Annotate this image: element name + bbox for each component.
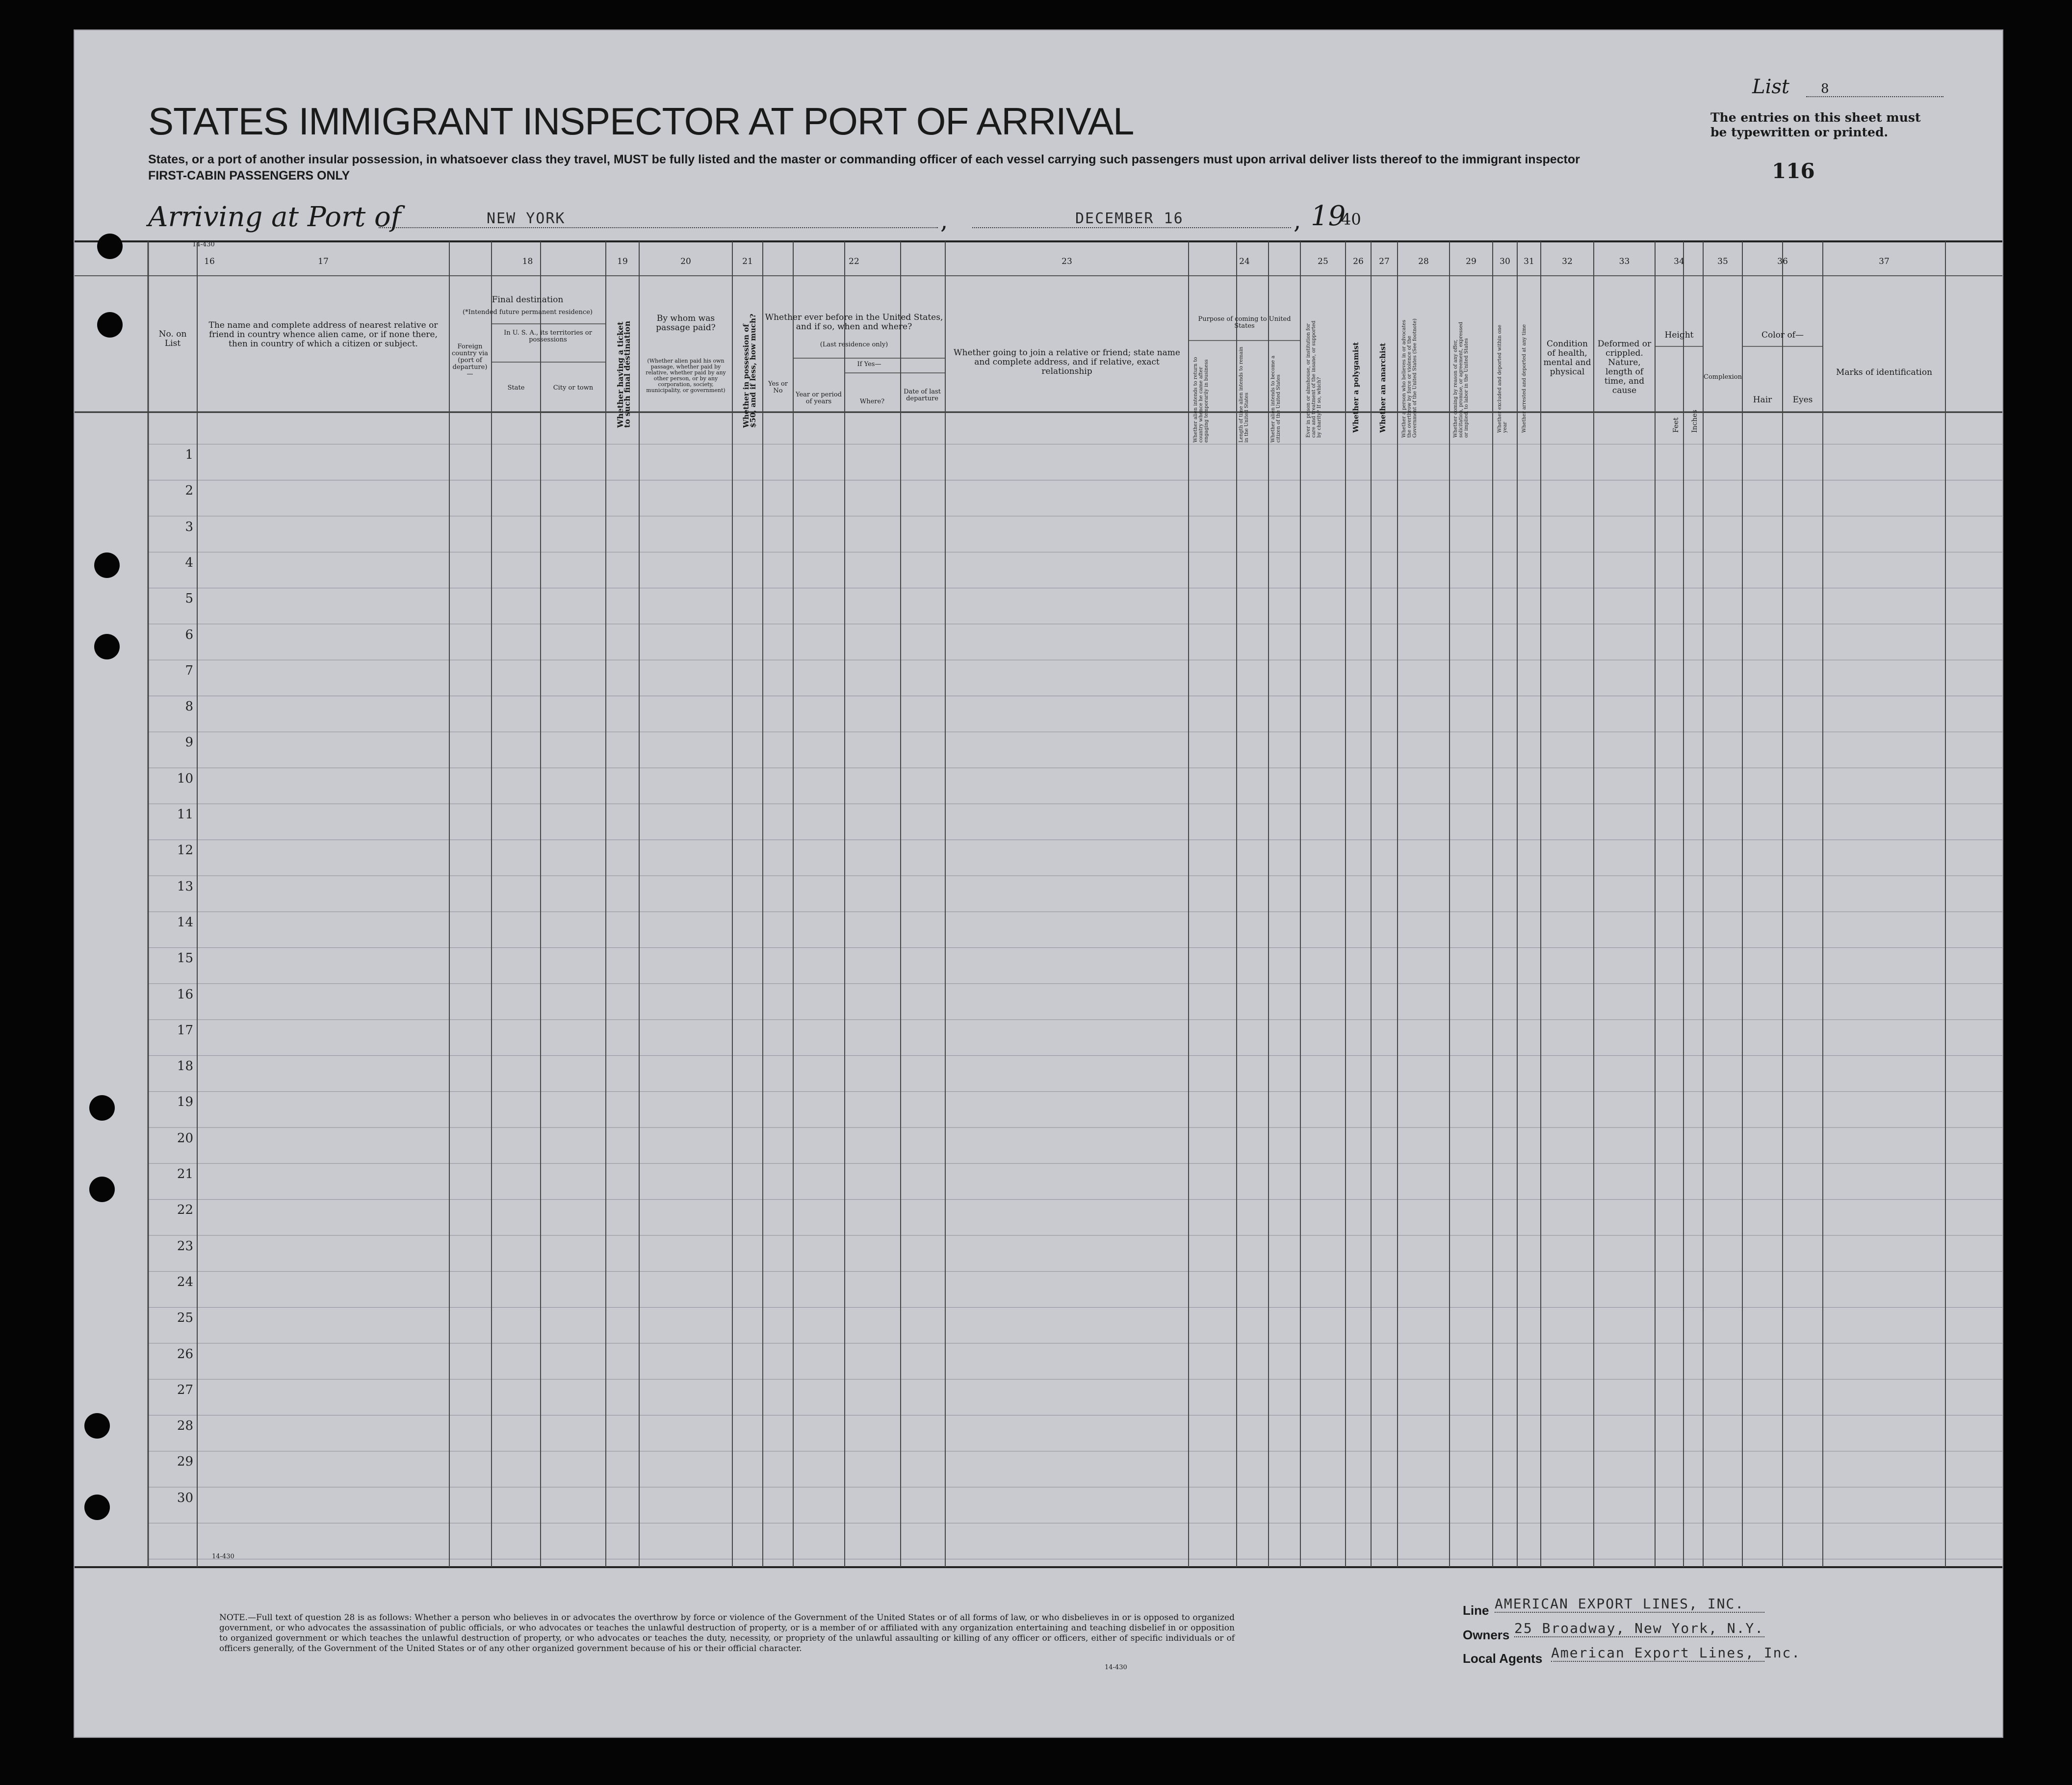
row-number: 21 [177,1167,193,1181]
col-29-label: Whether coming by reason of any offer, solicitation, promise, or agreement, expressed or implied, to labor in the United States [1453,321,1469,438]
row-number: 24 [177,1274,193,1289]
col-36-label: Color of— [1761,330,1804,340]
col-22-label: Whether ever before in the United States, and if so, when and where? [765,313,943,332]
col-29-num: 29 [1466,257,1476,266]
col-21-label: Whether in possession of $50, and if less, how much? [742,314,757,428]
sheet-number: 116 [1772,159,1815,183]
col-31-label: Whether arrested and deported at any time [1522,324,1527,433]
row-number: 23 [177,1238,193,1254]
footnote: NOTE.—Full text of question 28 is as follows: Whether a person who believes in or advocates the overthrow by force or violence of the Government of the United States or of all forms of law, or who disbelieves in or is opposed to organized government, or who advocates the assassination of public officials, or who advocates or teaches the unlawful destruction of property, or is a member of or affiliated with any organization entertaining and teaching disbelief in or opposition to organized government or which teaches the unlawful destruction of property, or who advocates or teaches the duty, necessity, or propriety of the unlawful assaulting or killing of any officer or officers, either of specific individuals or of officers generally, of the Government of the United States or of any other organized government because of his or their official character. [219,1613,1235,1654]
col-18-state: State [507,384,525,392]
col-32-label: Condition of health, mental and physical [1543,339,1591,377]
row-number: 30 [177,1490,193,1505]
note-right-2: be typewritten or printed. [1710,125,1889,139]
row-number: 1 [185,447,193,462]
line-label: Line [1463,1603,1489,1618]
col-18-city: City or town [553,384,594,392]
binder-hole [84,1413,110,1439]
col-23-num: 23 [1062,257,1072,266]
col-35-num: 35 [1717,257,1728,266]
col-17-label: The name and complete address of nearest relative or friend in country whence alien came, or if none there, then in country of which a citizen or subject. [208,320,438,349]
binder-hole [94,634,120,659]
col-34-num: 34 [1674,257,1684,266]
year-prefix: 19 [1311,200,1346,232]
col-20-label: By whom was passage paid? [656,314,716,333]
col-17-num: 17 [318,257,329,266]
list-label: List [1752,76,1789,98]
note-right-1: The entries on this sheet must [1710,110,1921,125]
col-19-label: Whether having a ticket to such final destination [616,320,632,428]
binder-hole [89,1095,115,1121]
agents-label: Local Agents [1463,1651,1543,1666]
row-number: 10 [177,771,193,786]
col-37-num: 37 [1879,257,1890,266]
subtitle: States, or a port of another insular possession, in whatsoever class they travel, MUST be fully listed and the master or commanding officer of each vessel carrying such passengers must upon arrival deliver lists thereof to the immigrant inspector [148,153,1580,166]
binder-hole [84,1495,110,1520]
col-19-num: 19 [617,257,628,266]
col-18-usa: In U. S. A., its territories or possessions [504,329,592,343]
col-24-num: 24 [1239,257,1250,266]
row-number: 18 [177,1059,193,1074]
row-number: 11 [177,807,193,822]
col-22-date: Date of last departure [904,388,941,402]
col-36-eyes: Eyes [1792,395,1813,405]
manifest-sheet: List 8 STATES IMMIGRANT INSPECTOR AT PORT OF ARRIVAL States, or a port of another insular possession, in whatsoever class they travel, MUST be fully listed and the master or commanding officer of each vessel carrying such passengers must upon arrival deliver lists thereof to the immigrant inspector FIRST-CABIN PASSENGERS ONLY The entries on this sheet must be typewritten or printed. 116 Arriving at Port of NEW YORK , DECEMBER 16 , 19 40 14-430 16 17 18 19 20 21 22 23 24 25 26 27 28 29 30 31 32 33 34 35 36 37 No. on List The name and complete address of nearest relative or friend in country whence alien came, or if none there, then in country of which a citizen or subject. Final destination (*Intended future permanent residence) Foreign country via (port of departure)— In U. S. A., its territories or possessions State City or town Whether having a ticket to such final destination By whom was passage paid? (Whether alien paid his own passage, whether paid by relative, whether paid by any other person, or by any corporation, society, municipality, or government) Whether in possession of $50, and if less, how much? Whether ever before in the United States, and if so, when and where? (Last residence only) Yes or No If Yes— Year or period of years Where? Date of last departure Whether going to join a relative or friend; state name and complete address, and if relative, exact relationship Purpose of coming to United States Whether alien intends to return to country whence he came after engaging temporarily in business Length of time alien intends to remain in the United States Whether alien intends to become a citizen of the United States Ever in prison or almshouse, or institution for care and treatment of the insane, or supported by charity? If so, which? Whether a polygamist Whether an anarchist Whether a person who believes in or advocates the overthrow by force or violence of the Government of the United States (See footnote) Whether coming by reason of any offer, solicitation, promise, or agreement, expressed or implied, to labor in the United States Whether excluded and deported within one year Whether arrested and deported at any time Condition of health, mental and physical Deformed or crippled. Nature, length of time, and cause Height Feet Inches Complexion Color of— Hair Eyes Marks of identification 1 2 3 4 5 6 7 8 9 10 11 12 13 14 15 16 17 18 19 20 21 22 23 24 25 26 27 28 29 30 14-430 NOTE.—Full text of question 28 is as follows: Whether a person who believes in or advocates the overthrow by force or violence of the Government of the United States or of all forms of law, or who disbelieves in or is opposed to organized government, or who advocates the assassination of public officials, or who advocates or teaches the unlawful destruction of property, or is a member of or affiliated with any organization entertaining and teaching disbelief in or opposition to organized government or which teaches the unlawful destruction of property, or who advocates or teaches the duty, necessity, or propriety of the unlawful assaulting or killing of any officer or officers, either of specific individuals or of officers generally, of the Government of the United States or of any other organized government because of his or their official character. 14-430 Line AMERICAN EXPORT LINES, INC. Owners 25 Broadway, New York, N.Y. Local Agents American Export Lines, Inc. [74,29,2003,1738]
binder-hole [89,1177,115,1202]
col-34-inches: Inches [1691,410,1699,433]
col-36-num: 36 [1777,257,1788,266]
row-number: 29 [177,1454,193,1470]
owners-label: Owners [1463,1628,1510,1642]
row-number: 7 [185,663,193,678]
page-title: STATES IMMIGRANT INSPECTOR AT PORT OF ARRIVAL [148,100,1134,143]
row-number: 8 [185,699,193,714]
form-code-top: 14-430 [192,241,215,248]
manifest-grid [75,30,2002,1737]
row-number: 16 [177,987,193,1002]
col-24-return: Whether alien intends to return to country whence he came after engaging temporarily in business [1193,357,1209,443]
row-number: 5 [185,591,193,606]
col-21-num: 21 [742,257,753,266]
row-number: 12 [177,843,193,858]
binder-hole [97,312,123,338]
col-24-label: Purpose of coming to United States [1198,315,1291,330]
date-value: DECEMBER 16 [972,210,1291,228]
row-number: 15 [177,951,193,966]
subtitle-cabin: FIRST-CABIN PASSENGERS ONLY [148,169,350,183]
col-20-note: (Whether alien paid his own passage, whether paid by relative, whether paid by any other person, or by any corporation, society, municipality, or government) [646,358,726,394]
row-number: 25 [177,1311,193,1326]
row-number: 20 [177,1130,193,1146]
col-25-num: 25 [1318,257,1328,266]
agents-value: American Export Lines, Inc. [1551,1645,1801,1661]
row-number: 6 [185,627,193,642]
line-value: AMERICAN EXPORT LINES, INC. [1495,1596,1764,1613]
col-16-num: 16 [204,257,215,266]
row-number: 19 [177,1095,193,1110]
binder-hole [97,234,123,259]
row-number: 27 [177,1382,193,1397]
row-number: 2 [185,483,193,499]
col-24-length: Length of time alien intends to remain in the United States [1239,346,1249,443]
arriving-label: Arriving at Port of [148,201,401,233]
port-value: NEW YORK [379,210,938,228]
col-34-feet: Feet [1672,417,1680,433]
col-16-label: No. on List [158,329,187,348]
list-value: 8 [1806,81,1943,97]
col-26-label: Whether a polygamist [1351,342,1360,433]
col-24-citizen: Whether alien intends to become a citizen of the United States [1270,355,1281,443]
col-22-note: (Last residence only) [820,341,888,348]
binder-hole [94,552,120,578]
row-number: 3 [185,519,193,534]
col-33-label: Deformed or crippled. Nature, length of time, and cause [1597,339,1652,395]
row-number: 22 [177,1203,193,1218]
col-32-num: 32 [1562,257,1573,266]
col-22-ifyes: If Yes— [857,361,881,368]
col-28-num: 28 [1418,257,1429,266]
row-number: 13 [177,879,193,894]
col-18-label: Final destination [492,295,564,305]
row-number: 17 [177,1023,193,1038]
col-27-label: Whether an anarchist [1378,342,1387,433]
col-36-hair: Hair [1753,395,1772,405]
col-22-yesno: Yes or No [768,380,788,394]
col-25-label: Ever in prison or almshouse, or institution for care and treatment of the insane, or supported by charity? If so, which? [1306,320,1322,438]
col-22-num: 22 [849,257,859,266]
year-suffix: 40 [1341,210,1361,229]
col-23-label: Whether going to join a relative or friend; state name and complete address, and if relative, exact relationship [954,348,1180,376]
col-18-num: 18 [522,257,533,266]
col-27-num: 27 [1379,257,1390,266]
col-34-label: Height [1664,330,1694,340]
row-number: 9 [185,735,193,750]
col-30-num: 30 [1500,257,1510,266]
col-22-where: Where? [859,398,885,405]
col-22-year: Year or period of years [796,391,842,405]
col-18-note: (*Intended future permanent residence) [463,309,593,316]
col-31-num: 31 [1524,257,1534,266]
owners-value: 25 Broadway, New York, N.Y. [1514,1620,1764,1636]
form-code-mid: 14-430 [212,1553,234,1560]
row-number: 26 [177,1346,193,1362]
col-35-label: Complexion [1704,373,1742,381]
row-number: 4 [185,555,193,570]
row-number: 14 [177,915,193,930]
form-code-bottom: 14-430 [1105,1664,1127,1671]
col-33-num: 33 [1619,257,1630,266]
col-28-label: Whether a person who believes in or advocates the overthrow by force or violence of the Government of the United States (See footnote) [1401,318,1418,438]
col-37-label: Marks of identification [1836,368,1933,377]
col-26-num: 26 [1353,257,1364,266]
row-number: 28 [177,1418,193,1434]
col-20-num: 20 [680,257,691,266]
col-30-label: Whether excluded and deported within one year [1497,324,1508,433]
col-18-foreign: Foreign country via (port of departure)— [451,343,489,378]
